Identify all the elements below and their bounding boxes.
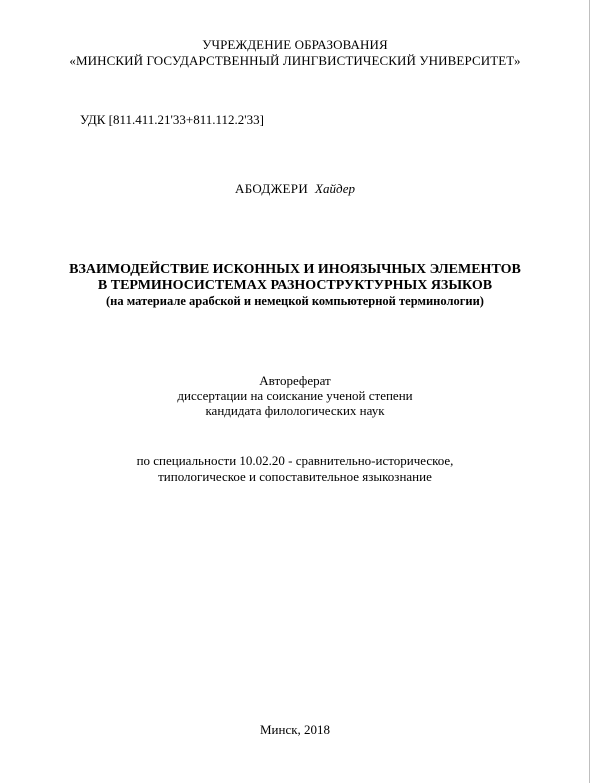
udk-code: УДК [811.411.21'33+811.112.2'33] xyxy=(80,112,264,127)
abstract-label: Автореферат xyxy=(259,373,331,388)
author-name xyxy=(0,182,590,195)
title-subtitle: (на материале арабской и немецкой компьютерной терминологии) xyxy=(106,294,484,308)
title-line-2: В ТЕРМИНОСИСТЕМАХ РАЗНОСТРУКТУРНЫХ ЯЗЫКОВ xyxy=(97,278,493,293)
abstract-degree-name: кандидата филологических наук xyxy=(205,403,385,418)
institution-name: «МИНСКИЙ ГОСУДАРСТВЕННЫЙ ЛИНГВИСТИЧЕСКИЙ УНИВЕРСИТЕТ» xyxy=(69,53,521,68)
author-given-name: Хайдер xyxy=(315,181,355,196)
specialty-line-2: типологическое и сопоставительное языкознание xyxy=(158,469,432,484)
specialty-line-1: по специальности 10.02.20 - сравнительно-историческое, xyxy=(136,453,454,468)
title-line-1: ВЗАИМОДЕЙСТВИЕ ИСКОННЫХ И ИНОЯЗЫЧНЫХ ЭЛЕМЕНТОВ xyxy=(69,262,521,277)
place-year: Минск, 2018 xyxy=(259,722,331,737)
abstract-degree-line: диссертации на соискание ученой степени xyxy=(177,388,413,403)
author-family-name: АБОДЖЕРИ xyxy=(235,181,309,196)
institution-type: УЧРЕЖДЕНИЕ ОБРАЗОВАНИЯ xyxy=(202,37,388,52)
